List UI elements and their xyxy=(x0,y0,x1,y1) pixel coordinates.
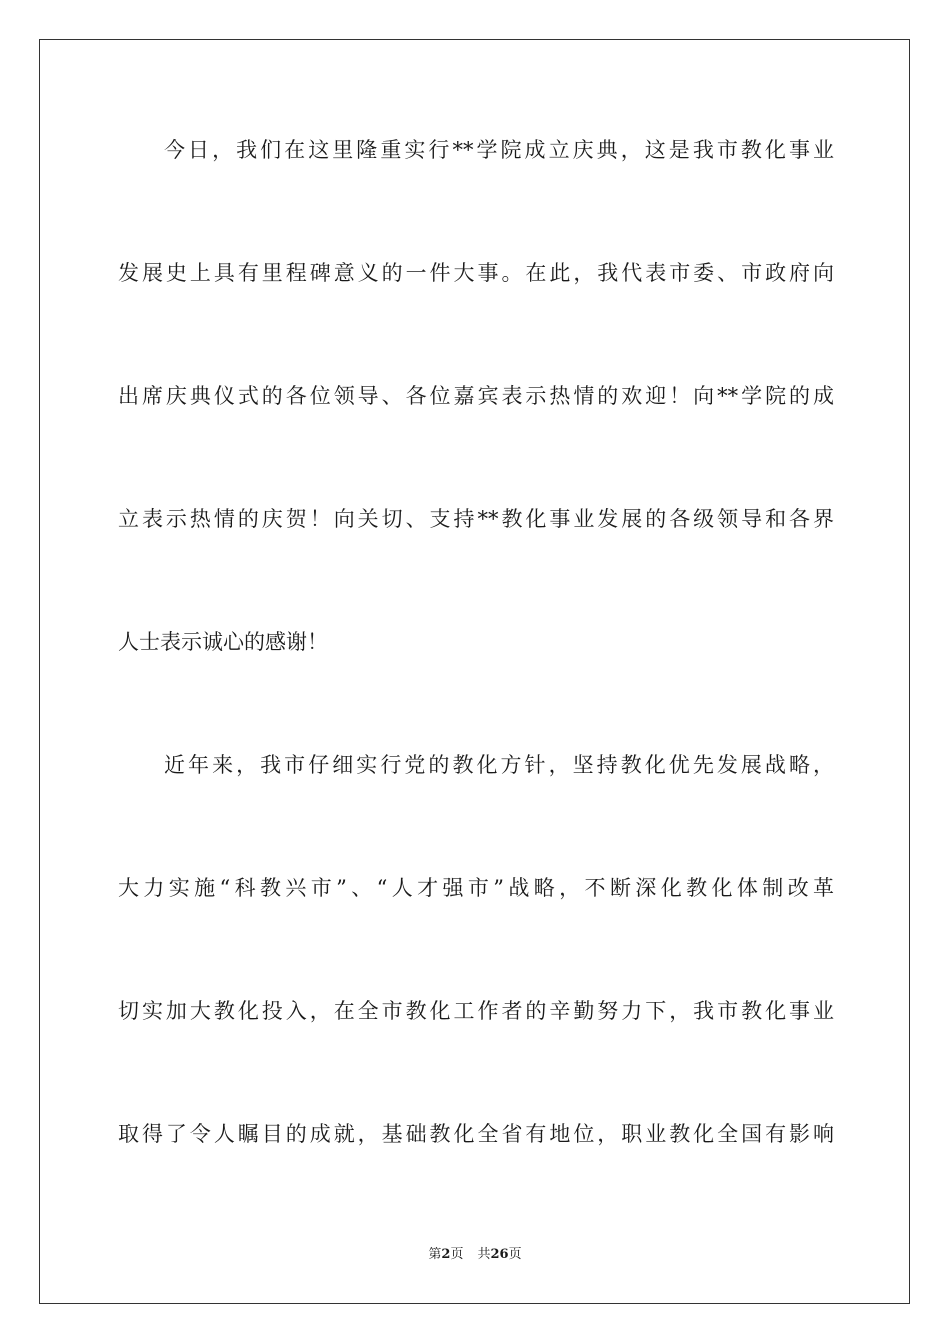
footer-page-number: 2 xyxy=(441,1247,451,1262)
paragraph-2-line-2: 大力实施“科教兴市”、“人才强市”战略，不断深化教化体制改革 xyxy=(118,876,834,900)
paragraph-2-line-4: 取得了令人瞩目的成就，基础教化全省有地位，职业教化全国有影响 xyxy=(118,1122,834,1146)
paragraph-2-line-3: 切实加大教化投入，在全市教化工作者的辛勤努力下，我市教化事业 xyxy=(118,999,834,1023)
paragraph-1-line-4: 立表示热情的庆贺！向关切、支持**教化事业发展的各级领导和各界 xyxy=(118,507,834,531)
footer-total-suffix: 页 xyxy=(508,1247,522,1262)
page-footer xyxy=(0,1246,950,1264)
paragraph-1-line-2: 发展史上具有里程碑意义的一件大事。在此，我代表市委、市政府向 xyxy=(118,261,834,285)
footer-total-pages: 26 xyxy=(490,1247,509,1262)
paragraph-1-line-5: 人士表示诚心的感谢！ xyxy=(118,630,328,654)
paragraph-2-line-1: 近年来，我市仔细实行党的教化方针，坚持教化优先发展战略， xyxy=(164,753,834,777)
page-border xyxy=(39,39,910,1304)
paragraph-1-line-1: 今日，我们在这里隆重实行**学院成立庆典，这是我市教化事业 xyxy=(164,138,834,162)
footer-page-suffix: 页 xyxy=(450,1247,464,1262)
footer-total-prefix: 共 xyxy=(477,1247,491,1262)
footer-page-prefix: 第 xyxy=(428,1247,442,1262)
paragraph-1-line-3: 出席庆典仪式的各位领导、各位嘉宾表示热情的欢迎！向**学院的成 xyxy=(118,384,834,408)
